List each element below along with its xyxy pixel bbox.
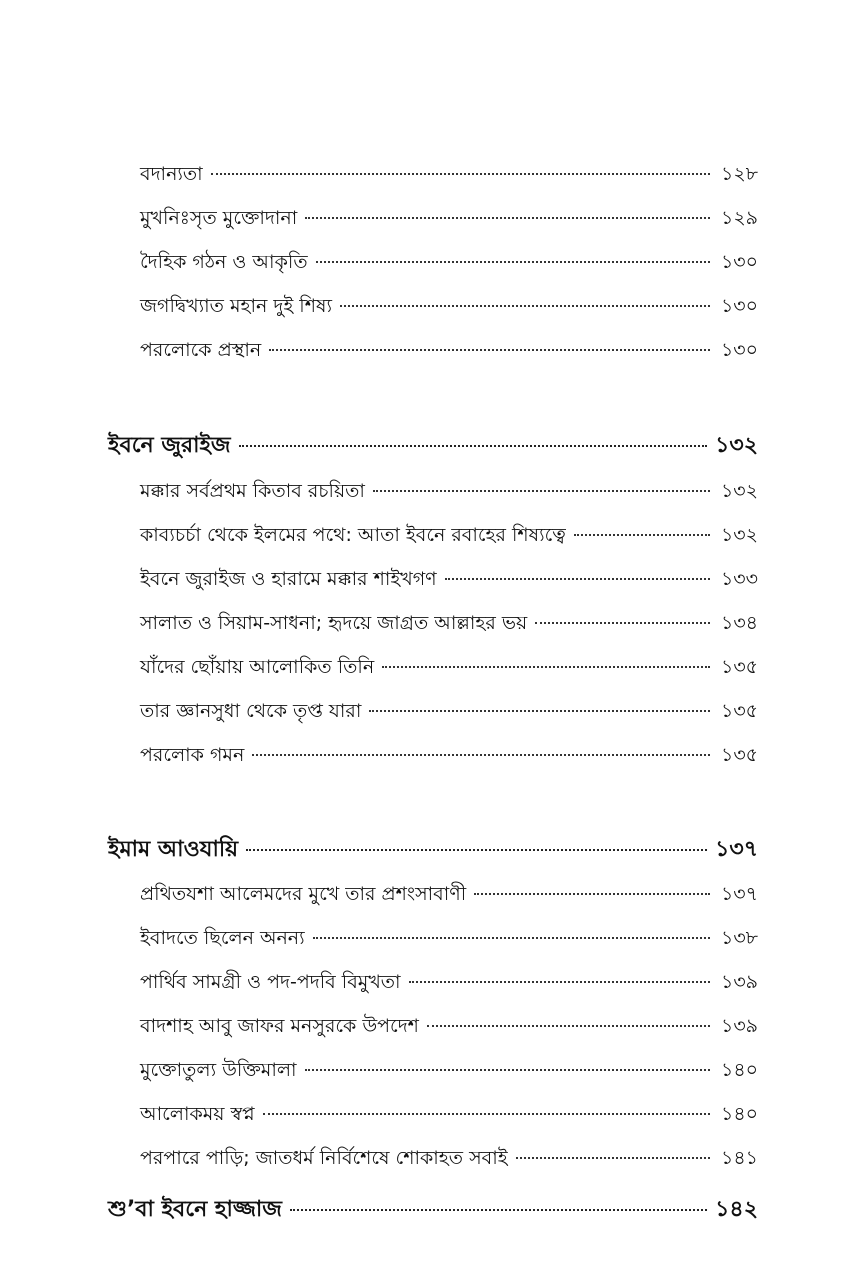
toc-chapter-title: ইবনে জুরাইজ: [108, 433, 231, 458]
toc-entry-title: মুক্তোতুল্য উক্তিমালা: [140, 1059, 297, 1081]
toc-entry-title: বাদশাহ আবু জাফর মনসুরকে উপদেশ: [140, 1015, 419, 1037]
toc-entry-page: ১৩৫: [720, 744, 758, 766]
toc-entry-page: ১৩৪: [720, 612, 758, 634]
toc-chapter-page: ১৩২: [715, 433, 758, 458]
toc-entry-title: পরপারে পাড়ি; জাতধর্ম নির্বিশেষে শোকাহত সবাই: [140, 1147, 508, 1169]
dot-leader: [373, 490, 710, 492]
toc-entry-title: দৈহিক গঠন ও আকৃতি: [140, 251, 308, 273]
toc-entry: [140, 741, 758, 773]
toc-entry-page: ১৩৭: [720, 883, 758, 905]
toc-entry-page: ১৩৫: [720, 656, 758, 678]
toc-entry-title: যাঁদের ছোঁয়ায় আলোকিত তিনি: [140, 656, 375, 678]
toc-entry: [140, 1144, 758, 1176]
dot-leader: [269, 349, 710, 351]
toc-entry-page: ১৩৩: [720, 568, 758, 590]
dot-leader: [535, 622, 710, 624]
toc-entry: [140, 653, 758, 685]
toc-entry-page: ১৩০: [720, 251, 758, 273]
toc-entry: [140, 924, 758, 956]
toc-entry: [140, 880, 758, 912]
toc-chapter-title: শু’বা ইবনে হাজ্জাজ: [108, 1197, 282, 1222]
toc-entry: [140, 609, 758, 641]
dot-leader: [305, 217, 710, 219]
dot-leader: [574, 534, 710, 536]
toc-entry-title: আলোকময় স্বপ্ন: [140, 1103, 255, 1125]
toc-entry-page: ১৩২: [720, 480, 758, 502]
toc-entry: [140, 204, 758, 236]
dot-leader: [263, 1113, 710, 1115]
toc-chapter: [108, 1192, 758, 1229]
toc-entry: [140, 1056, 758, 1088]
toc-entry-page: ১২৯: [720, 207, 758, 229]
toc-entry-title: পরলোক গমন: [140, 744, 245, 766]
toc-entry: [140, 292, 758, 324]
toc-entry-page: ১৩৫: [720, 700, 758, 722]
toc-entry-page: ১৪০: [720, 1059, 758, 1081]
toc-chapter: [108, 832, 758, 869]
toc-entry-page: ১৪০: [720, 1103, 758, 1125]
toc-entry-page: ১৩৮: [720, 927, 758, 949]
toc-entry: [140, 968, 758, 1000]
dot-leader: [252, 754, 710, 756]
toc-entry-title: জগদ্বিখ্যাত মহান দুই শিষ্য: [140, 295, 332, 317]
toc-chapter-title: ইমাম আওযায়ি: [108, 837, 239, 862]
toc-entry-title: ইবাদতে ছিলেন অনন্য: [140, 927, 305, 949]
toc-entry-page: ১৩৯: [720, 971, 758, 993]
toc-entry: [140, 565, 758, 597]
toc-chapter-page: ১৩৭: [715, 837, 758, 862]
toc-chapter: [108, 428, 758, 465]
toc-entry-title: পরলোকে প্রস্থান: [140, 339, 262, 361]
dot-leader: [427, 1025, 710, 1027]
toc-entry-title: ইবনে জুরাইজ ও হারামে মক্কার শাইখগণ: [140, 568, 437, 590]
toc-entry-title: বদান্যতা: [140, 163, 203, 185]
dot-leader: [239, 445, 708, 447]
toc-entry-title: পার্থিব সামগ্রী ও পদ-পদবি বিমুখতা: [140, 971, 401, 993]
dot-leader: [445, 578, 710, 580]
toc-entry: [140, 697, 758, 729]
toc-entry-page: ১৪১: [721, 1147, 758, 1169]
toc-entry-title: প্রথিতযশা আলেমদের মুখে তার প্রশংসাবাণী: [140, 883, 467, 905]
dot-leader: [369, 710, 710, 712]
toc-entry: [140, 248, 758, 280]
toc-entry-page: ১৩২: [720, 524, 758, 546]
dot-leader: [211, 173, 710, 175]
toc-entry-page: ১৩০: [720, 339, 758, 361]
toc-entry: [140, 336, 758, 368]
toc-entry: [140, 1012, 758, 1044]
toc-entry-title: কাব্যচর্চা থেকে ইলমের পথে: আতা ইবনে রবাহের শিষ্যত্বে: [140, 524, 566, 546]
toc-entry: [140, 1100, 758, 1132]
dot-leader: [305, 1069, 710, 1071]
dot-leader: [516, 1157, 710, 1159]
dot-leader: [340, 305, 710, 307]
dot-leader: [409, 981, 710, 983]
dot-leader: [290, 1209, 707, 1211]
toc-entry: [140, 160, 758, 192]
toc-entry-page: ১২৮: [720, 163, 758, 185]
toc-entry-page: ১৩৯: [720, 1015, 758, 1037]
dot-leader: [246, 849, 707, 851]
toc-entry-title: সালাত ও সিয়াম-সাধনা; হৃদয়ে জাগ্রত আল্লাহর ভয়: [140, 612, 528, 634]
toc-entry-title: মুখনিঃসৃত মুক্তোদানা: [140, 207, 298, 229]
dot-leader: [313, 937, 710, 939]
dot-leader: [474, 893, 710, 895]
toc-entry: [140, 521, 758, 553]
dot-leader: [382, 666, 710, 668]
dot-leader: [316, 261, 710, 263]
toc-entry-page: ১৩০: [720, 295, 758, 317]
toc-entry: [140, 477, 758, 509]
toc-entry-title: তার জ্ঞানসুধা থেকে তৃপ্ত যারা: [140, 700, 362, 722]
toc-chapter-page: ১৪২: [715, 1197, 758, 1222]
toc-entry-title: মক্কার সর্বপ্রথম কিতাব রচয়িতা: [140, 480, 365, 502]
